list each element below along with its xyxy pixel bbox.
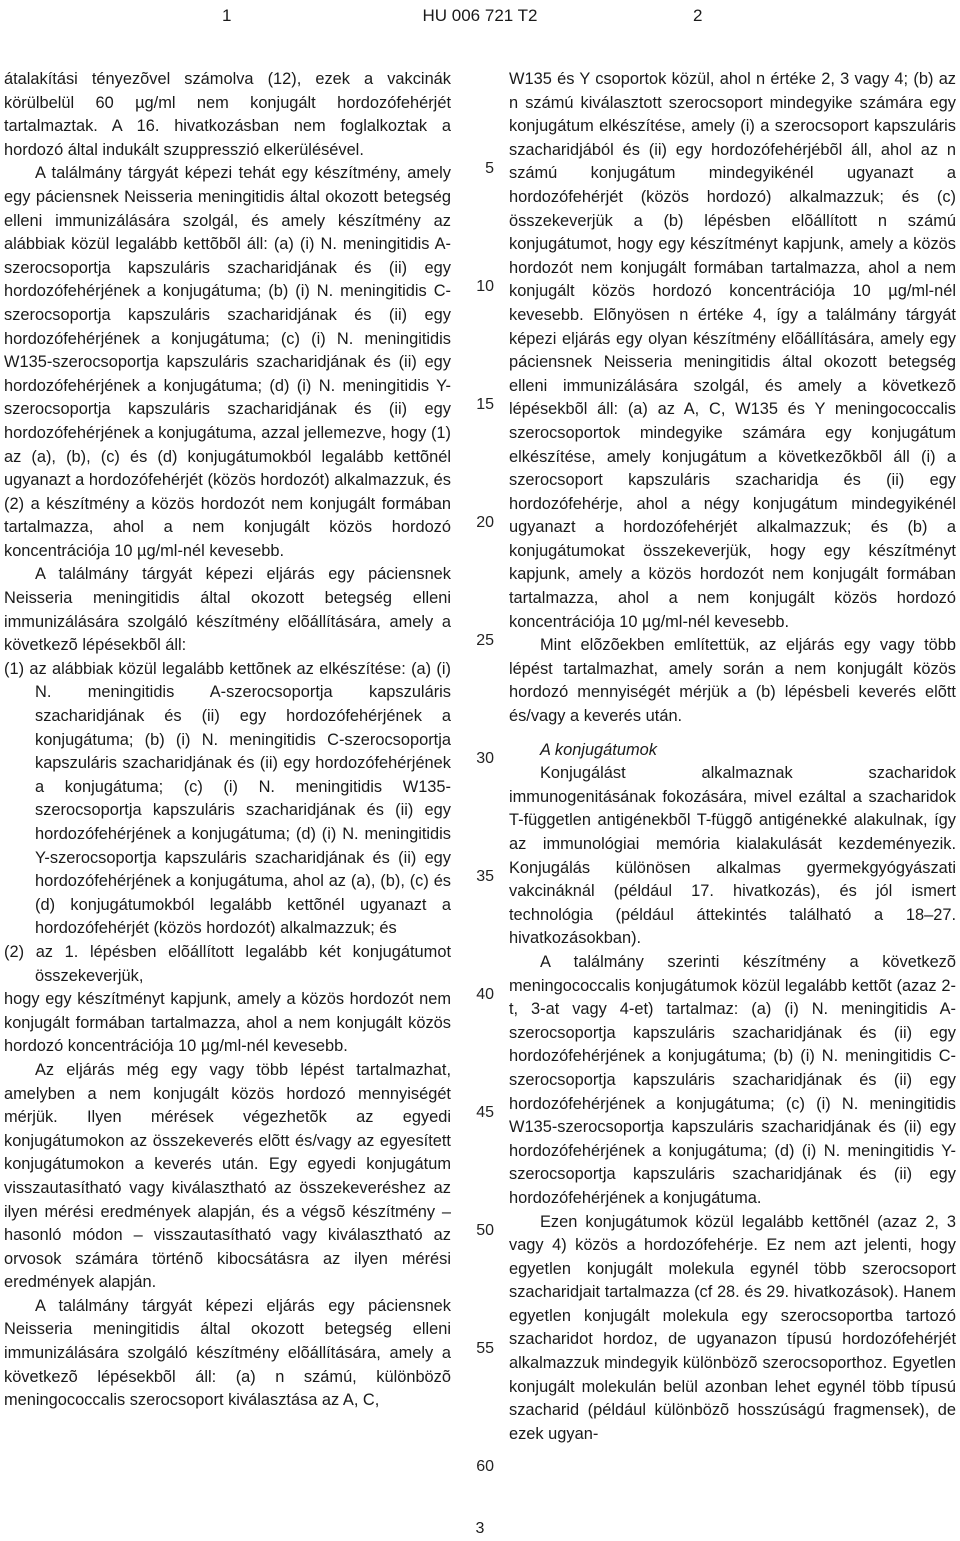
paragraph: W135 és Y csoportok közül, ahol n értéke 2, 3 vagy 4; (b) az n számú kiválasztott szerocsoport mindegyike számára egy konjugátum elkészítése, amely (i) a szerocsoport kapszuláris szacharidjából és (ii) egy hordozófehérjébõl áll, ahol az n számú konjugátum mindegyikénél ugyanazt a hordozófehérjét (közös hordozó) alkalmazzuk; és (c) összekeverjük a (b) lépésben elõállított n számú konjugátumot, hogy egy készítményt kapjunk, amely a közös hordozót nem konjugált formában tartalmazza, ahol a nem konjugált közös hordozó koncentrációja 10 µg/ml-nél kevesebb. Elõnyösen n értéke 4, így a találmány tárgyát képezi eljárás egy olyan készítmény elõállítására, amely egy páciensnek Neisseria meningitidis által okozott betegség elleni immunizálására szolgál, és amely a következõ lépésekbõl áll: (a) az A, C, W135 és Y meningococcalis szerocsoportok mindegyike számára egy konjugátum elkészítése, amely konjugátum a következõkbõl áll (i) a szerocsoport kapszuláris szacharidja és (ii) egy hordozófehérje, ahol a négy konjugátum mindegyikénél ugyanazt a hordozófehérjét alkalmazzuk; és (b) a konjugátumokat összekeverjük, hogy egy készítményt kapjunk, amely a közös hordozót nem konjugált formában tartalmazza, ahol a nem konjugált közös hordozó koncentrációja 10 µg/ml-nél kevesebb. bbox=[509, 70, 956, 631]
line-number: 5 bbox=[485, 160, 494, 177]
paragraph: Az eljárás még egy vagy több lépést tartalmazhat, amelyben a nem konjugált közös hordozó mennyiségét mérjük. Ilyen mérések végezhetõk az egyedi konjugátumokon az összekeverés elõtt és/vagy az egyesített konjugátumokon a keverés után. Egy egyedi konjugátum visszautasítható vagy kiválasztható az összekeveréshez az ilyen mérési eredmények alapján, és a végsõ készítmény – hasonló módon – visszautasítható vagy kiválasztható az orvosok számára történõ kibocsátásra az ilyen mérési eredmények alapján. bbox=[4, 1060, 451, 1292]
header-document-id: HU 006 721 T2 bbox=[422, 6, 538, 25]
header-page-right: 2 bbox=[693, 6, 703, 25]
section-heading: A konjugátumok bbox=[540, 740, 657, 759]
paragraph: A találmány tárgyát képezi eljárás egy páciensnek Neisseria meningitidis által okozott betegség elleni immunizálására szolgáló készítmény elõállítására, amely a következõ lépésekbõl áll: bbox=[4, 565, 451, 655]
paragraph: A találmány tárgyát képezi tehát egy készítmény, amely egy páciensnek Neisseria meningitidis által okozott betegség elleni immunizálására szolgál, és amely készítmény az alábbiak közül legalább kettõbõl áll: (a) (i) N. meningitidis A-szerocsoportja kapszuláris szacharidjának és (ii) egy hordozófehérjének a konjugátuma; (b) (i) N. meningitidis C-szerocsoportja kapszuláris szacharidjának és (ii) egy hordozófehérjének a konjugátuma; (c) (i) N. meningitidis W135-szerocsoportja kapszuláris szacharidjának és (ii) egy hordozófehérjének a konjugátuma; (d) (i) N. meningitidis Y-szerocsoportja kapszuláris szacharidjának és (ii) egy hordozófehérjének a konjugátuma, azzal jellemezve, hogy (1) az (a), (b), (c) és (d) konjugátumokból legalább kettõnél ugyanazt a hordozófehérjét (közös hordozót) alkalmazzuk, és (2) a készítmény a közös hordozót nem konjugált formában tartalmazza, ahol a nem konjugált közös hordozó koncentrációja 10 µg/ml-nél kevesebb. bbox=[4, 164, 451, 560]
paragraph: A találmány szerinti készítmény a következõ meningococcalis konjugátumok közül legalább kettõt (azaz 2-t, 3-at vagy 4-et) tartalmaz: (a) (i) N. meningitidis A-szerocsoportja kapszuláris szacharidjának és (ii) egy hordozófehérjének a konjugátuma; (b) (i) N. meningitidis C-szerocsoportja kapszuláris szacharidjának és (ii) egy hordozófehérjének a konjugátuma; (c) (i) N. meningitidis W135-szerocsoportja kapszuláris szacharidjának és (ii) egy hordozófehérjének a konjugátuma; (d) (i) N. meningitidis Y-szerocsoportja kapszuláris szacharidjának és (ii) egy hordozófehérjének a konjugátuma. bbox=[509, 952, 956, 1207]
line-number: 15 bbox=[476, 396, 494, 413]
line-number: 40 bbox=[476, 986, 494, 1003]
list-item: (1) az alábbiak közül legalább kettõnek az elkészítése: (a) (i) N. meningitidis A-szerocsoportja kapszuláris szacharidjának és (ii) egy hordozófehérjének a konjugátuma; (b) (i) N. meningitidis C-szerocsoportja kapszuláris szacharidjának és (ii) egy hordozófehérjének a konjugátuma; (c) (i) N. meningitidis W135-szerocsoportja kapszuláris szacharidjának és (ii) egy hordozófehérjének a konjugátuma; (d) (i) N. meningitidis Y-szerocsoportja kapszuláris szacharidjának és (ii) egy hordozófehérjének a konjugátuma, ahol az (a), (b), (c) és (d) konjugátumokból legalább kettõnél ugyanazt a hordozófehérjét (közös hordozót) alkalmazzuk; és bbox=[4, 659, 451, 938]
line-number: 25 bbox=[476, 632, 494, 649]
paragraph: Konjugálást alkalmaznak szacharidok immunogenitásának fokozására, mivel ezáltal a szacharidok T-független antigénekbõl T-függõ antigénekké alakulnak, így az immunológiai memória kialakulását kezdeményezik. Konjugálás különösen alkalmas gyermekgyógyászati vakcináknál (például 17. hivatkozás), és jól ismert technológia (például áttekintés található a 18–27. hivatkozásokban). bbox=[509, 764, 956, 948]
paragraph: Ezen konjugátumok közül legalább kettõnél (azaz 2, 3 vagy 4) közös a hordozófehérje. Ez nem azt jelenti, hogy egyetlen konjugált molekula egynél több szerocsoport szacharidjait tartalmazza (cf 28. és 29. hivatkozások). Hanem egyetlen konjugált molekula egy szerocsoportba tartozó szacharidot hordoz, de ugyanazon típusú hordozófehérjét alkalmazzuk mindegyik különbözõ szerocsoporthoz. Egyetlen konjugált molekulán belül azonban lehet egynél több típusú szacharid (például különbözõ hosszúságú fragmensek), de ezek ugyan- bbox=[509, 1212, 956, 1443]
line-number: 55 bbox=[476, 1340, 494, 1357]
paragraph: hogy egy készítményt kapjunk, amely a közös hordozót nem konjugált formában tartalmazza, ahol a nem konjugált közös hordozó koncentrációja 10 µg/ml-nél kevesebb. bbox=[4, 990, 451, 1056]
header-page-left: 1 bbox=[222, 6, 232, 25]
line-number: 45 bbox=[476, 1104, 494, 1121]
line-number: 20 bbox=[476, 514, 494, 531]
page-number: 3 bbox=[475, 1520, 485, 1537]
line-number: 60 bbox=[476, 1458, 494, 1475]
line-number: 50 bbox=[476, 1222, 494, 1239]
line-number: 30 bbox=[476, 750, 494, 767]
paragraph: A találmány tárgyát képezi eljárás egy páciensnek Neisseria meningitidis által okozott betegség elleni immunizálására szolgáló készítmény elõállítására, amely a következõ lépésekbõl áll: (a) n számú, különbözõ meningococcalis szerocsoport kiválasztása az A, C, bbox=[4, 1296, 451, 1410]
right-column bbox=[509, 68, 956, 1446]
left-column bbox=[4, 68, 451, 1413]
line-number: 35 bbox=[476, 868, 494, 885]
list-item: (2) az 1. lépésben elõállított legalább két konjugátumot összekeverjük, bbox=[4, 942, 451, 985]
page-header bbox=[0, 0, 960, 40]
line-number: 10 bbox=[476, 278, 494, 295]
paragraph: Mint elõzõekben említettük, az eljárás egy vagy több lépést tartalmazhat, amely során a nem konjugált közös hordozó mennyiségét mérjük a (b) lépésbeli keverés elõtt és/vagy a keverés után. bbox=[509, 636, 956, 726]
paragraph: átalakítási tényezõvel számolva (12), ezek a vakcinák körülbelül 60 µg/ml nem konjugált hordozófehérjét tartalmaztak. A 16. hivatkozásban nem foglalkoztak a hordozó által indukált szuppresszió elkerülésével. bbox=[4, 70, 451, 159]
